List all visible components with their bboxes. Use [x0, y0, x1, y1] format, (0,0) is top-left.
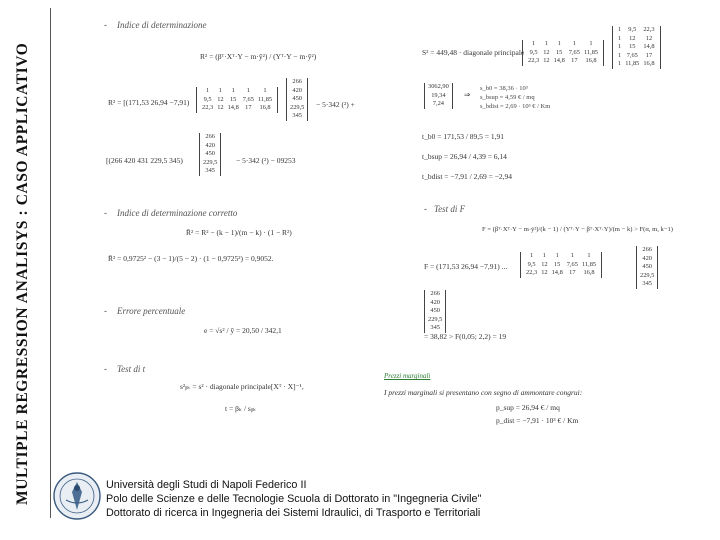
section-heading-test-f: Test di F [434, 204, 466, 214]
footer-institution [106, 478, 481, 520]
vector-entry: 345 [430, 324, 440, 332]
matrix-cell: 22,3 [202, 104, 214, 112]
matrix-cell: 1 [544, 40, 548, 47]
matrix-cell: 17 [245, 104, 252, 112]
matrix-cell: 1 [557, 40, 561, 47]
matrix-cell: 22,3 [643, 26, 655, 33]
matrix-cell: 9,5 [529, 48, 538, 56]
matrix-cell: 7,65 [626, 51, 638, 59]
matrix-cell: 11,85 [257, 95, 273, 103]
title-divider-line [50, 8, 51, 518]
matrix-row [524, 252, 598, 261]
r2-adjusted-value: R̄² = 0,9725² − (3 − 1)/(5 − 2) · (1 − 0,9725²) = 0,9052. [108, 254, 274, 263]
prezzi-marginali-text: I prezzi marginali si presentano con segno di ammontare congrui: [384, 388, 583, 397]
matrix-cell: 9,5 [628, 26, 637, 33]
matrix-cell: 12 [629, 34, 636, 42]
matrix-cell: 17 [645, 51, 653, 59]
matrix-cell: 15 [555, 48, 563, 56]
matrix-row [616, 60, 657, 69]
bullet-marker: - [424, 204, 427, 214]
matrix-row [200, 104, 274, 113]
matrix-cell: 12 [541, 269, 548, 277]
r2-denominator-suffix: − 5·342 (²) − 09253 [236, 156, 296, 165]
matrix-cell: 12 [543, 57, 550, 65]
footer-university: Università degli Studi di Napoli Federico II [106, 479, 307, 491]
university-seal-logo [52, 470, 102, 522]
vector-entry: 266 [205, 133, 215, 140]
vector-entry: 229,5 [428, 315, 443, 323]
y-vector-column-2 [199, 133, 221, 176]
matrix-cell: 1 [263, 87, 267, 94]
r2-numerator-prefix: R² = [(171,53 26,94 −7,91) [108, 98, 190, 107]
coefficient-std-errors [480, 84, 550, 111]
matrix-cell: 1 [618, 34, 622, 42]
matrix-cell: 17 [571, 57, 578, 65]
matrix-cell: 7,65 [242, 95, 254, 103]
vector-entry: 19,34 [431, 91, 446, 99]
vector-entry: 420 [292, 86, 302, 94]
std-error-bsup: s_bsup = 4,59 € / mq [480, 94, 535, 101]
vector-entry: 266 [642, 246, 652, 253]
xtx-matrix-transposed [612, 26, 661, 69]
matrix-cell: 1 [618, 60, 622, 68]
matrix-cell: 15 [553, 260, 561, 268]
vertical-slide-title: MULTIPLE REGRESSION ANALISYS : CASO APPLICATIVO [14, 42, 31, 505]
vector-entry: 345 [292, 112, 302, 120]
t-value-bsup: t_bsup = 26,94 / 4,39 = 6,14 [422, 152, 507, 161]
matrix-row [524, 261, 598, 270]
vector-entry: 7,24 [432, 100, 444, 108]
matrix-row [526, 40, 600, 49]
vector-entry: 450 [205, 150, 215, 158]
matrix-cell: 22,3 [528, 57, 540, 65]
matrix-cell: 1 [531, 40, 536, 47]
xtx-matrix [522, 40, 604, 66]
f-test-values: F = (171,53 26,94 −7,91) ... [424, 262, 508, 271]
vector-entry: 420 [430, 298, 440, 306]
matrix-cell: 1 [542, 252, 546, 259]
inverse-diagonal-vector [424, 83, 453, 109]
matrix-row [616, 26, 657, 35]
matrix-row [616, 35, 657, 44]
matrix-cell: 15 [229, 95, 237, 103]
matrix-cell: 1 [529, 252, 534, 259]
vector-entry: 450 [292, 95, 302, 103]
matrix-cell: 16,8 [583, 269, 595, 277]
matrix-cell: 1 [231, 87, 235, 94]
implies-arrow: ⇒ [464, 90, 471, 99]
vector-entry: 450 [642, 263, 652, 271]
matrix-row [200, 96, 274, 105]
matrix-cell: 1 [618, 51, 622, 59]
vector-entry: 420 [205, 141, 215, 149]
matrix-cell: 11,85 [583, 48, 599, 56]
matrix-cell: 12 [541, 260, 548, 268]
f-test-result: = 38,82 > F(0,05; 2,2) = 19 [424, 332, 507, 341]
t-test-definition: s²ᵦₖ = s² · diagonale principale[Xᵀ · X]⁻¹, [180, 382, 304, 391]
bullet-marker: - [104, 20, 107, 30]
vector-entry: 229,5 [203, 158, 218, 166]
matrix-cell: 1 [246, 87, 250, 94]
section-heading-errore: Errore percentuale [117, 306, 186, 316]
matrix-cell: 17 [569, 269, 576, 277]
vector-entry: 420 [642, 254, 652, 262]
bullet-marker: - [104, 208, 107, 218]
r2-denominator-prefix: [(266 420 431 229,5 345) [106, 156, 183, 165]
std-error-bdist: s_bdist = 2,69 · 10³ € / Km [480, 103, 551, 110]
t-value-bdist: t_bdist = −7,91 / 2,69 = −2,94 [422, 172, 513, 181]
t-value-b0: t_b0 = 171,53 / 89,5 = 1,91 [422, 132, 505, 141]
matrix-cell: 1 [205, 87, 210, 94]
vector-entry: 229,5 [640, 271, 655, 279]
matrix-cell: 22,3 [526, 269, 538, 277]
matrix-cell: 1 [589, 40, 593, 47]
matrix-cell: 14,8 [551, 269, 563, 277]
vector-entry: 229,5 [290, 103, 305, 111]
matrix-row [526, 57, 600, 66]
std-error-b0: s_b0 = 38,36 · 10³ [480, 85, 528, 92]
matrix-cell: 1 [570, 252, 574, 259]
r2-numerator-suffix: − 5·342 (²) + [316, 100, 355, 109]
t-ratio-formula: t = βₖ / sᵦₖ [225, 404, 257, 413]
matrix-cell: 7,65 [568, 48, 580, 56]
matrix-cell: 1 [618, 26, 622, 33]
matrix-cell: 12 [217, 95, 224, 103]
r2-definition: R² = (βᵀ·Xᵀ·Y − m·ȳ²) / (Yᵀ·Y − m·ȳ²) [200, 52, 317, 61]
matrix-cell: 12 [543, 48, 550, 56]
s2-diagonal-prefix: S² = 449,48 · diagonale principale [422, 48, 525, 57]
matrix-row [526, 49, 600, 58]
matrix-cell: 11,85 [625, 60, 640, 68]
section-heading-determinazione: Indice di determinazione [117, 20, 207, 30]
matrix-cell: 9,5 [203, 95, 212, 103]
matrix-row [616, 43, 657, 52]
matrix-cell: 16,8 [585, 57, 597, 65]
bullet-marker: - [104, 364, 107, 374]
y-vector-column [286, 78, 308, 121]
vector-entry: 3062,90 [428, 83, 449, 90]
matrix-cell: 12 [645, 34, 653, 42]
vector-entry: 345 [642, 280, 652, 288]
matrix-row [524, 269, 598, 278]
matrix-cell: 14,8 [643, 43, 655, 51]
f-test-definition: F = (βᵀ·Xᵀ·Y − m·ȳ²)/(k − 1) / (Yᵀ·Y − βᵀ·Xᵀ·Y)/(m − k) > F(α, m, k−1) [482, 226, 673, 233]
footer-dottorato: Dottorato di ricerca in Ingegneria dei Sistemi Idraulici, di Trasporto e Territoriali [106, 507, 481, 519]
bullet-marker: - [104, 306, 107, 316]
matrix-cell: 1 [218, 87, 222, 94]
matrix-cell: 15 [629, 43, 636, 51]
matrix-cell: 1 [587, 252, 591, 259]
matrix-cell: 1 [572, 40, 576, 47]
matrix-cell: 14,8 [553, 57, 565, 65]
f-test-y-vector-2 [424, 290, 446, 333]
marginal-price-dist: p_dist = −7,91 · 10³ € / Km [496, 416, 579, 425]
f-test-y-vector [636, 246, 658, 289]
matrix-cell: 14,8 [227, 104, 239, 112]
vector-entry: 266 [292, 78, 302, 85]
f-test-matrix [520, 252, 602, 278]
matrix-cell: 16,8 [259, 104, 271, 112]
design-matrix-transposed [196, 87, 278, 113]
section-heading-determinazione-corretto: Indice di determinazione corretto [117, 208, 238, 218]
matrix-cell: 1 [618, 43, 622, 51]
matrix-cell: 7,65 [566, 260, 578, 268]
error-definition: e = √s² / ȳ = 20,50 / 342,1 [204, 326, 282, 335]
matrix-row [616, 52, 657, 61]
matrix-cell: 11,85 [581, 260, 597, 268]
footer-polo: Polo delle Scienze e delle Tecnologie Scuola di Dottorato in "Ingegneria Civile" [106, 493, 482, 505]
matrix-cell: 12 [217, 104, 224, 112]
prezzi-marginali-link[interactable]: Prezzi marginali [384, 372, 431, 380]
vector-entry: 450 [430, 307, 440, 315]
r2-adjusted-definition: R̄² = R² − (k − 1)/(m − k) · (1 − R²) [186, 228, 292, 237]
vector-entry: 266 [430, 290, 440, 297]
matrix-row [200, 87, 274, 96]
matrix-cell: 9,5 [527, 260, 536, 268]
section-heading-test-t: Test di t [117, 364, 146, 374]
matrix-cell: 1 [555, 252, 559, 259]
vector-entry: 345 [205, 167, 215, 175]
matrix-cell: 16,8 [643, 60, 655, 68]
marginal-price-sup: p_sup = 26,94 € / mq [496, 403, 560, 412]
